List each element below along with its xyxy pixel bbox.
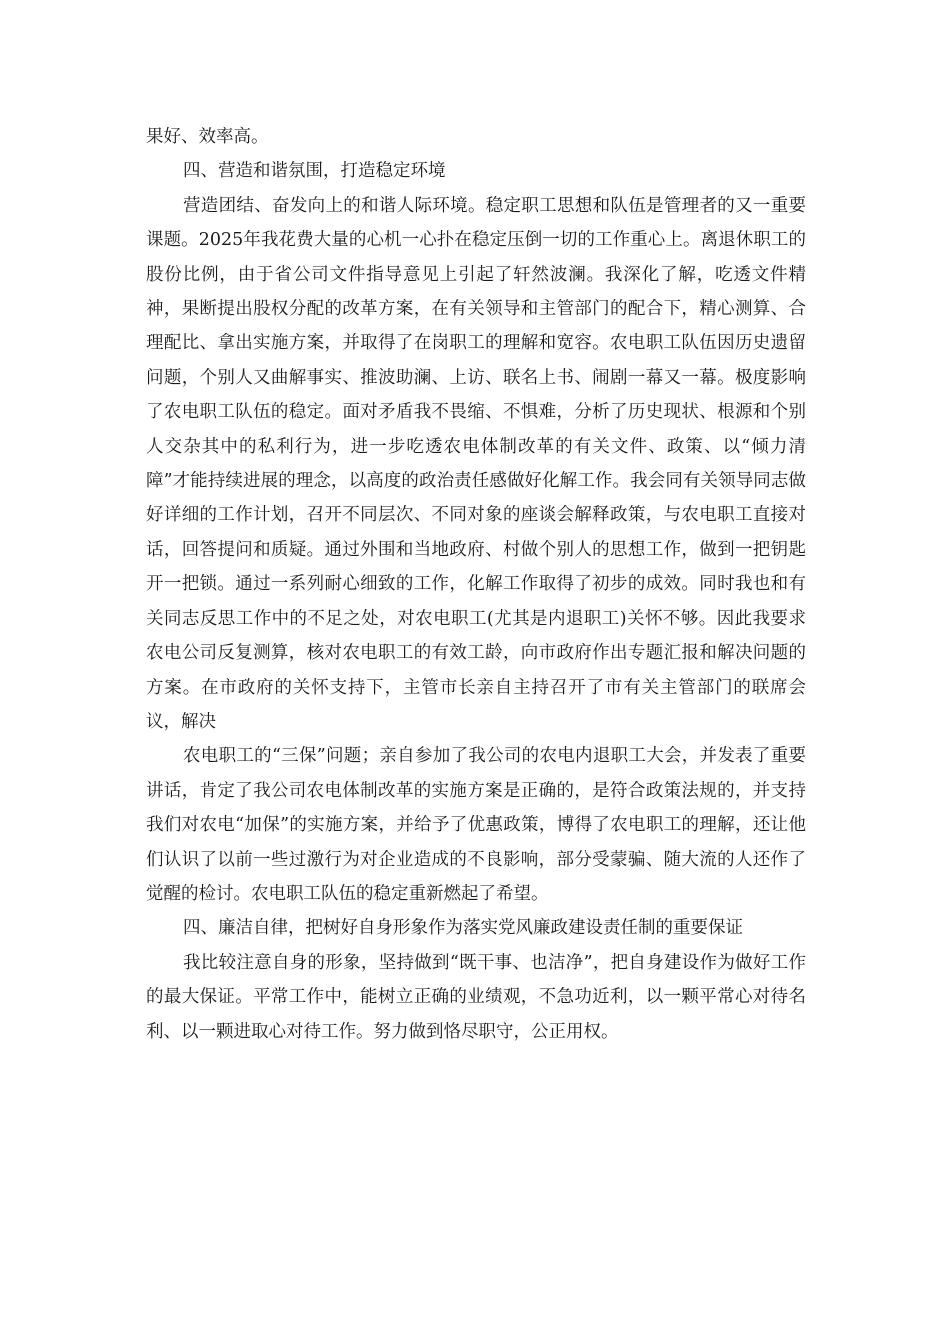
paragraph-harmony-body: 营造团结、奋发向上的和谐人际环境。稳定职工思想和队伍是管理者的又一重要课题。2025年我花费大量的心机一心扑在稳定压倒一切的工作重心上。离退休职工的股份比例，由于省公司文件指导意见上引起了轩然波澜。我深化了解，吃透文件精神，果断提出股权分配的改革方案，在有关领导和主管部门的配合下，精心测算、合理配比、拿出实施方案，并取得了在岗职工的理解和宽容。农电职工队伍因历史遗留问题，个别人又曲解事实、推波助澜、上访、联名上书、闹剧一幕又一幕。极度影响了农电职工队伍的稳定。面对矛盾我不畏缩、不惧难，分析了历史现状、根源和个别人交杂其中的私利行为，进一步吃透农电体制改革的有关文件、政策、以“倾力清障”才能持续进展的理念，以高度的政治责任感做好化解工作。我会同有关领导同志做好详细的工作计划，召开不同层次、不同对象的座谈会解释政策，与农电职工直接对话，回答提问和质疑。通过外围和当地政府、村做个别人的思想工作，做到一把钥匙开一把锁。通过一系列耐心细致的工作，化解工作取得了初步的成效。同时我也和有关同志反思工作中的不足之处，对农电职工(尤其是内退职工)关怀不够。因此我要求农电公司反复测算，核对农电职工的有效工龄，向市政府作出专题汇报和解决问题的方案。在市政府的关怀支持下，主管市长亲自主持召开了市有关主管部门的联席会议，解决 <box>146 195 806 732</box>
paragraph-rural-staff: 农电职工的“三保”问题；亲自参加了我公司的农电内退职工大会，并发表了重要讲话，肯定了我公司农电体制改革的实施方案是正确的，是符合政策法规的，并支持我们对农电“加保”的实施方案，并给予了优惠政策，博得了农电职工的理解，还让他们认识了以前一些过激行为对企业造成的不良影响，部分受蒙骗、随大流的人还作了觉醒的检讨。农电职工队伍的稳定重新燃起了希望。 <box>146 746 806 904</box>
section-heading-harmony: 四、营造和谐氛围，打造稳定环境 <box>183 161 446 182</box>
paragraph-integrity-body: 我比较注意自身的形象，坚持做到“既干事、也洁净”，把自身建设作为做好工作的最大保证。平常工作中，能树立正确的业绩观，不急功近利，以一颗平常心对待名利、以一颗进取心对待工作。努力做到恪尽职守，公正用权。 <box>146 952 806 1042</box>
section-heading-integrity: 四、廉洁自律，把树好自身形象作为落实党风廉政建设责任制的重要保证 <box>183 918 743 939</box>
document-page <box>146 120 806 1049</box>
paragraph-continuation: 果好、效率高。 <box>146 127 269 147</box>
